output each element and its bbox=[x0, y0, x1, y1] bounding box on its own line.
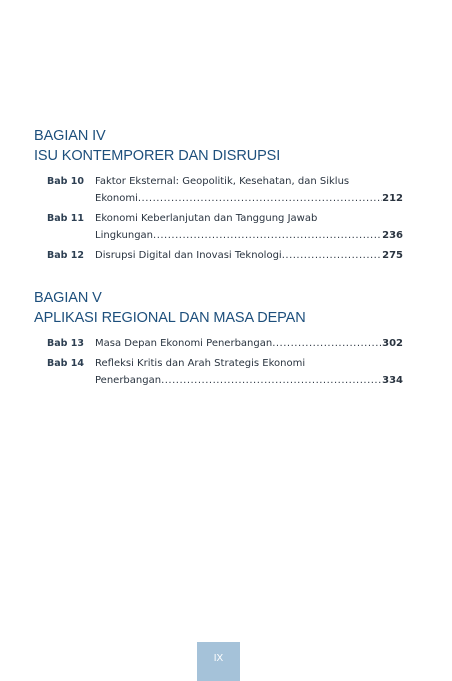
chapter-number: Bab 11 bbox=[47, 213, 84, 224]
part-label: BAGIAN V bbox=[34, 290, 102, 306]
chapter-number: Bab 14 bbox=[47, 358, 84, 369]
part-title: ISU KONTEMPORER DAN DISRUPSI bbox=[34, 148, 281, 164]
chapter-title-line: Faktor Eksternal: Geopolitik, Kesehatan, dan Siklus bbox=[95, 176, 350, 187]
part-label: BAGIAN IV bbox=[34, 128, 106, 144]
toc-entry[interactable] bbox=[34, 173, 414, 207]
chapter-title-end: Disrupsi Digital dan Inovasi Teknologi bbox=[95, 250, 282, 261]
chapter-title-end: Lingkungan bbox=[95, 230, 154, 241]
toc-entry[interactable] bbox=[34, 247, 414, 264]
toc-entries bbox=[34, 173, 414, 264]
leader-dots bbox=[153, 227, 382, 244]
toc-entries bbox=[34, 335, 414, 389]
chapter-title-line: Ekonomi Keberlanjutan dan Tanggung Jawab bbox=[95, 213, 318, 224]
chapter-title-end: Ekonomi bbox=[95, 193, 138, 204]
chapter-number: Bab 13 bbox=[47, 338, 84, 349]
leader-dots bbox=[138, 190, 382, 207]
page-number: 275 bbox=[382, 250, 403, 261]
chapter-title-end: Penerbangan bbox=[95, 375, 162, 386]
leader-dots bbox=[272, 335, 382, 352]
chapter-number: Bab 10 bbox=[47, 176, 84, 187]
chapter-number: Bab 12 bbox=[47, 250, 84, 261]
chapter-title-line: Refleksi Kritis dan Arah Strategis Ekonomi bbox=[95, 358, 306, 369]
page-number: 334 bbox=[382, 375, 403, 386]
page-number: 302 bbox=[382, 338, 403, 349]
page-number: 212 bbox=[382, 193, 403, 204]
part-v bbox=[34, 288, 414, 389]
part-iv bbox=[34, 126, 414, 264]
part-title: APLIKASI REGIONAL DAN MASA DEPAN bbox=[34, 310, 306, 326]
leader-dots bbox=[161, 372, 382, 389]
toc-entry[interactable] bbox=[34, 210, 414, 244]
chapter-title-end: Masa Depan Ekonomi Penerbangan bbox=[95, 338, 273, 349]
leader-dots bbox=[282, 247, 382, 264]
page-number: 236 bbox=[382, 230, 403, 241]
page-folio: IX bbox=[197, 642, 240, 681]
toc-entry[interactable] bbox=[34, 355, 414, 389]
toc-entry[interactable] bbox=[34, 335, 414, 352]
